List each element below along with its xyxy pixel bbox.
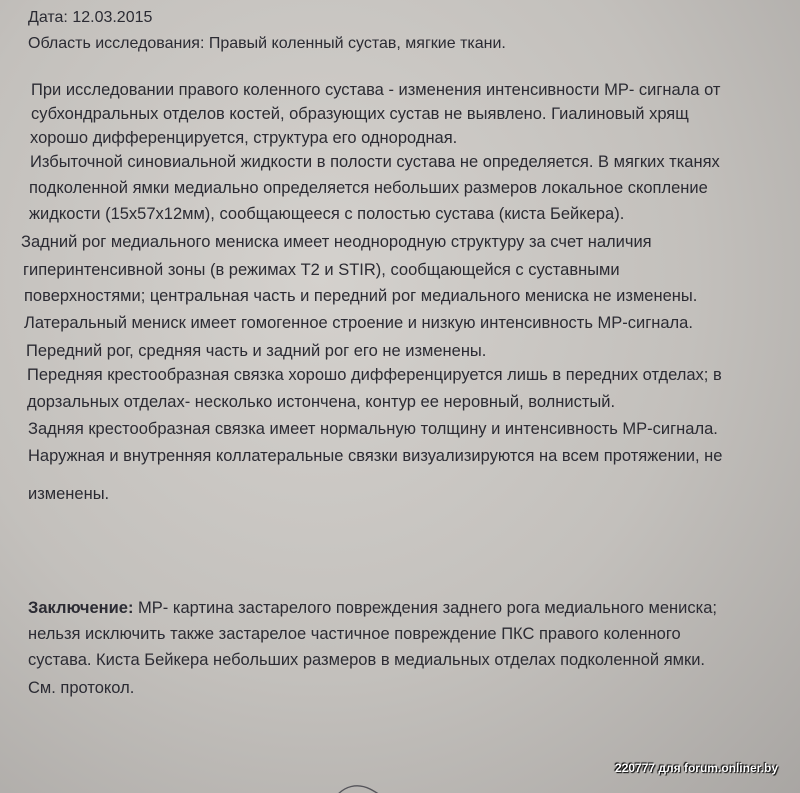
findings-line: гиперинтенсивной зоны (в режимах Т2 и STIR), сообщающейся с суставными xyxy=(23,261,620,279)
exam-area: Область исследования: Правый коленный сустав, мягкие ткани. xyxy=(28,35,506,52)
findings-line: изменены. xyxy=(28,485,110,503)
conclusion-line: См. протокол. xyxy=(28,679,135,697)
conclusion-line: нельзя исключить также застарелое частичное повреждение ПКС правого коленного xyxy=(28,625,681,643)
findings-line: Наружная и внутренняя коллатеральные связки визуализируются на всем протяжении, не xyxy=(28,447,723,465)
findings-line: Задняя крестообразная связка имеет нормальную толщину и интенсивность МР-сигнала. xyxy=(28,420,718,438)
findings-line: Передняя крестообразная связка хорошо дифференцируется лишь в передних отделах; в xyxy=(27,366,722,384)
findings-line: Задний рог медиального мениска имеет неоднородную структуру за счет наличия xyxy=(21,233,652,251)
findings-line: Избыточной синовиальной жидкости в полости сустава не определяется. В мягких тканях xyxy=(30,153,720,171)
findings-line: хорошо дифференцируется, структура его однородная. xyxy=(30,129,458,147)
exam-date: Дата: 12.03.2015 xyxy=(28,9,153,26)
forum-watermark: 220777 для forum.onliner.by xyxy=(615,761,778,775)
findings-line: Латеральный мениск имеет гомогенное строение и низкую интенсивность МР-сигнала. xyxy=(24,314,693,332)
findings-line: поверхностями; центральная часть и передний рог медиального мениска не изменены. xyxy=(24,287,698,305)
findings-line: жидкости (15x57x12мм), сообщающееся с полостью сустава (киста Бейкера). xyxy=(29,205,625,223)
findings-line: дорзальных отделах- несколько истончена, контур ее неровный, волнистый. xyxy=(27,393,616,411)
findings-line: При исследовании правого коленного сустава - изменения интенсивности МР- сигнала от xyxy=(31,81,721,99)
findings-line: субхондральных отделов костей, образующих сустав не выявлено. Гиалиновый хрящ xyxy=(31,105,689,123)
findings-line: подколенной ямки медиально определяется небольших размеров локальное скопление xyxy=(29,179,708,197)
conclusion-first-line xyxy=(28,598,717,618)
conclusion-text: МР- картина застарелого повреждения заднего рога медиального мениска; xyxy=(133,599,717,617)
conclusion-label: Заключение: xyxy=(28,599,134,617)
findings-line: Передний рог, средняя часть и задний рог его не изменены. xyxy=(26,342,487,360)
signature-fragment xyxy=(330,779,390,793)
conclusion-line: сустава. Киста Бейкера небольших размеров в медиальных отделах подколенной ямки. xyxy=(28,651,705,669)
